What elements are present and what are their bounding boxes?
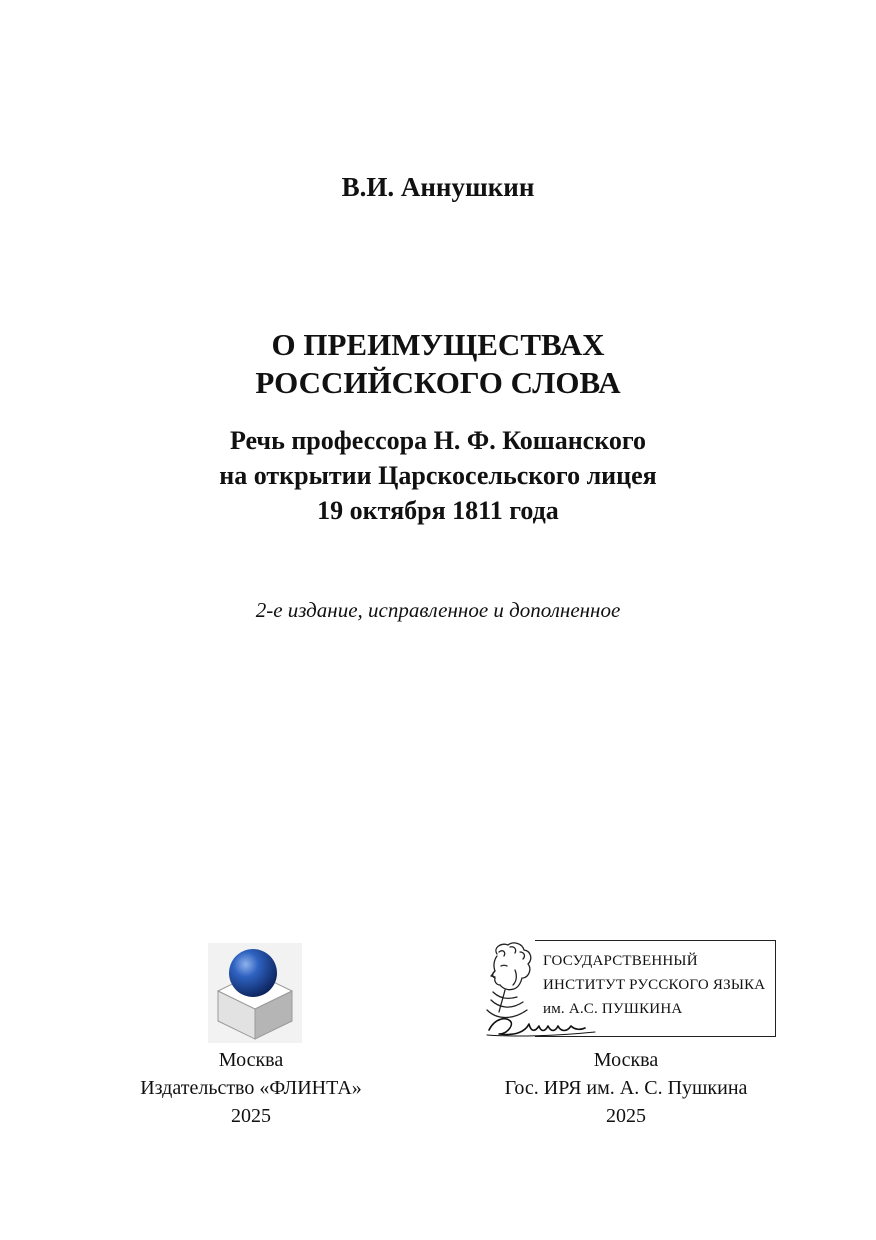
pushkin-logo-line-1: ГОСУДАРСТВЕННЫЙ: [543, 953, 698, 969]
book-subtitle-line-3: 19 октября 1811 года: [317, 496, 559, 525]
publisher-left: [120, 1046, 382, 1130]
publisher-right: [488, 1046, 764, 1130]
book-subtitle-line-2: на открытии Царскосельского лицея: [219, 461, 657, 490]
book-title-line-2: РОССИЙСКОГО СЛОВА: [255, 365, 621, 400]
book-title: [0, 326, 876, 402]
book-subtitle: [0, 423, 876, 528]
author-name: В.И. Аннушкин: [341, 172, 535, 202]
pushkin-institute-logo: [475, 940, 777, 1038]
flinta-publisher-logo: [208, 943, 302, 1043]
publisher-left-city: Москва: [218, 1049, 284, 1071]
publisher-right-city: Москва: [593, 1049, 659, 1071]
edition-note: 2-е издание, исправленное и дополненное: [255, 598, 621, 622]
pushkin-logo-line-2: ИНСТИТУТ РУССКОГО ЯЗЫКА: [543, 977, 766, 993]
book-title-line-1: О ПРЕИМУЩЕСТВАХ: [271, 327, 605, 362]
publisher-left-name: Издательство «ФЛИНТА»: [140, 1077, 362, 1099]
publisher-left-year: 2025: [231, 1105, 271, 1127]
book-subtitle-line-1: Речь профессора Н. Ф. Кошанского: [229, 426, 647, 455]
publisher-right-name: Гос. ИРЯ им. А. С. Пушкина: [504, 1077, 748, 1099]
pushkin-logo-line-3: им. А.С. ПУШКИНА: [543, 1001, 683, 1017]
publisher-right-year: 2025: [606, 1105, 646, 1127]
